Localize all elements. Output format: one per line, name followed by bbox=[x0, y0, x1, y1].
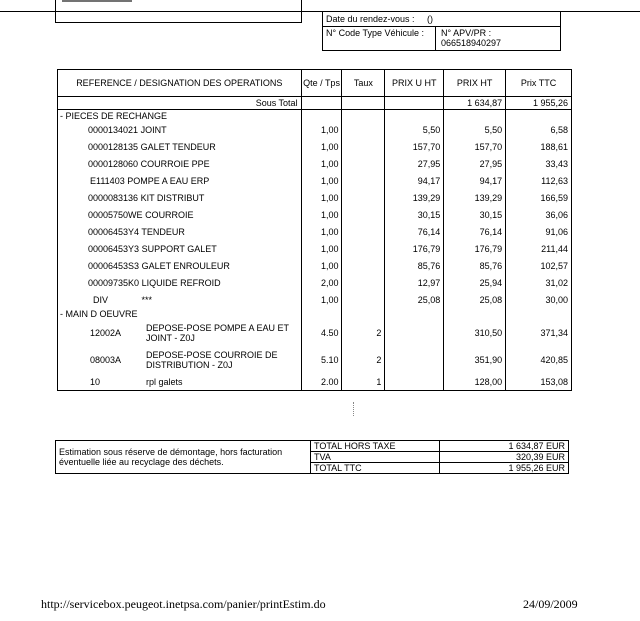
summary-amount: 1 955,26 EUR bbox=[440, 463, 569, 474]
subtotal-label: Sous Total bbox=[58, 97, 302, 110]
col-price-ttc: Prix TTC bbox=[506, 70, 572, 97]
part-row bbox=[58, 172, 572, 189]
part-qty: 1,00 bbox=[301, 121, 342, 138]
part-designation bbox=[58, 223, 302, 240]
labour-designation bbox=[58, 346, 302, 373]
part-designation bbox=[58, 138, 302, 155]
labour-code: 10 bbox=[90, 376, 101, 387]
part-code: 00006453Y3 bbox=[88, 243, 140, 254]
part-label: JOINT bbox=[140, 124, 167, 135]
part-code: DIV bbox=[93, 294, 109, 305]
apv-value: 066518940297 bbox=[441, 38, 502, 48]
part-label: GALET ENROULEUR bbox=[141, 260, 230, 271]
part-price-ht: 27,95 bbox=[444, 155, 506, 172]
vehicle-row bbox=[323, 26, 560, 50]
subtotal-ttc: 1 955,26 bbox=[506, 97, 572, 110]
labour-rate: 2 bbox=[342, 319, 385, 346]
part-row bbox=[58, 121, 572, 138]
part-designation bbox=[58, 206, 302, 223]
part-rate bbox=[342, 138, 385, 155]
appointment-value: () bbox=[427, 14, 433, 24]
summary-amount: 320,39 EUR bbox=[440, 452, 569, 463]
subtotal-row bbox=[58, 97, 572, 110]
part-code: 0000128135 bbox=[88, 141, 139, 152]
summary-label: TVA bbox=[311, 452, 440, 463]
part-unit-price: 27,95 bbox=[385, 155, 444, 172]
part-unit-price: 12,97 bbox=[385, 274, 444, 291]
part-qty: 1,00 bbox=[301, 240, 342, 257]
part-label: KIT DISTRIBUT bbox=[140, 192, 205, 203]
part-row bbox=[58, 257, 572, 274]
summary-amount: 1 634,87 EUR bbox=[440, 441, 569, 452]
part-code: 00006453S3 bbox=[88, 260, 140, 271]
part-rate bbox=[342, 206, 385, 223]
apv-cell bbox=[441, 28, 501, 48]
part-price-ttc: 188,61 bbox=[506, 138, 572, 155]
summary-table bbox=[55, 440, 569, 474]
labour-price-ht: 310,50 bbox=[444, 319, 506, 346]
labour-unit-price bbox=[385, 346, 444, 373]
estimate-note: Estimation sous réserve de démontage, hors facturation éventuelle liée au recyclage des déchets. bbox=[56, 441, 311, 474]
part-designation bbox=[58, 257, 302, 274]
labour-qty: 5.10 bbox=[301, 346, 342, 373]
part-row bbox=[58, 155, 572, 172]
part-rate bbox=[342, 223, 385, 240]
part-price-ht: 5,50 bbox=[444, 121, 506, 138]
labour-price-ttc: 153,08 bbox=[506, 373, 572, 391]
labour-code: 08003A bbox=[90, 354, 122, 365]
labour-row bbox=[58, 373, 572, 391]
customer-box bbox=[55, 0, 302, 23]
part-row bbox=[58, 206, 572, 223]
part-label: TENDEUR bbox=[141, 226, 185, 237]
col-designation: REFERENCE / DESIGNATION DES OPERATIONS bbox=[58, 70, 302, 97]
part-price-ttc: 31,02 bbox=[506, 274, 572, 291]
part-label: POMPE A EAU ERP bbox=[127, 175, 210, 186]
part-price-ht: 30,15 bbox=[444, 206, 506, 223]
part-unit-price: 76,14 bbox=[385, 223, 444, 240]
part-rate bbox=[342, 240, 385, 257]
labour-designation bbox=[58, 373, 302, 391]
part-price-ttc: 36,06 bbox=[506, 206, 572, 223]
labour-label: rpl galets bbox=[146, 376, 183, 387]
labour-code: 12002A bbox=[90, 327, 122, 338]
labour-qty: 4.50 bbox=[301, 319, 342, 346]
part-price-ht: 157,70 bbox=[444, 138, 506, 155]
part-price-ht: 94,17 bbox=[444, 172, 506, 189]
part-qty: 1,00 bbox=[301, 291, 342, 308]
part-price-ht: 176,79 bbox=[444, 240, 506, 257]
apv-label: N° APV/PR : bbox=[441, 28, 492, 38]
labour-unit-price bbox=[385, 373, 444, 391]
labour-price-ht: 128,00 bbox=[444, 373, 506, 391]
subtotal-ht: 1 634,87 bbox=[444, 97, 506, 110]
part-row bbox=[58, 291, 572, 308]
part-price-ttc: 91,06 bbox=[506, 223, 572, 240]
part-rate bbox=[342, 121, 385, 138]
labour-row bbox=[58, 346, 572, 373]
part-price-ht: 76,14 bbox=[444, 223, 506, 240]
part-code: 0000134021 bbox=[88, 124, 139, 135]
part-unit-price: 139,29 bbox=[385, 189, 444, 206]
labour-row bbox=[58, 319, 572, 346]
part-code: 0000128060 bbox=[88, 158, 139, 169]
part-code: 00005750WE bbox=[88, 209, 143, 220]
labour-rate: 2 bbox=[342, 346, 385, 373]
part-qty: 2,00 bbox=[301, 274, 342, 291]
part-price-ttc: 33,43 bbox=[506, 155, 572, 172]
operations-body bbox=[58, 110, 572, 391]
part-row bbox=[58, 138, 572, 155]
part-rate bbox=[342, 155, 385, 172]
col-price-ht: PRIX HT bbox=[444, 70, 506, 97]
part-label: COURROIE bbox=[145, 209, 194, 220]
part-price-ttc: 6,58 bbox=[506, 121, 572, 138]
vehicle-code-cell bbox=[323, 26, 436, 50]
col-qty: Qte / Tps bbox=[301, 70, 342, 97]
part-unit-price: 85,76 bbox=[385, 257, 444, 274]
part-rate bbox=[342, 257, 385, 274]
part-unit-price: 176,79 bbox=[385, 240, 444, 257]
labour-label: DEPOSE-POSE POMPE A EAU ET JOINT - Z0J bbox=[146, 322, 289, 343]
section-label: - MAIN D OEUVRE bbox=[58, 308, 302, 319]
part-price-ttc: 112,63 bbox=[506, 172, 572, 189]
dotted-mark bbox=[353, 402, 354, 416]
part-unit-price: 5,50 bbox=[385, 121, 444, 138]
part-row bbox=[58, 223, 572, 240]
appointment-box bbox=[322, 11, 561, 51]
labour-qty: 2.00 bbox=[301, 373, 342, 391]
part-price-ttc: 30,00 bbox=[506, 291, 572, 308]
summary-label: TOTAL TTC bbox=[311, 463, 440, 474]
labour-rate: 1 bbox=[342, 373, 385, 391]
part-unit-price: 157,70 bbox=[385, 138, 444, 155]
cropped-text bbox=[62, 0, 132, 2]
part-designation bbox=[58, 274, 302, 291]
part-price-ht: 25,94 bbox=[444, 274, 506, 291]
appointment-label: Date du rendez-vous : bbox=[326, 14, 415, 24]
footer-url: http://servicebox.peugeot.inetpsa.com/panier/printEstim.do bbox=[41, 597, 326, 611]
part-code: 00009735K0 bbox=[88, 277, 140, 288]
part-designation bbox=[58, 189, 302, 206]
part-row bbox=[58, 274, 572, 291]
part-designation bbox=[58, 172, 302, 189]
part-label: *** bbox=[141, 294, 153, 305]
section-row bbox=[58, 110, 572, 122]
part-unit-price: 25,08 bbox=[385, 291, 444, 308]
part-price-ttc: 166,59 bbox=[506, 189, 572, 206]
part-qty: 1,00 bbox=[301, 206, 342, 223]
part-qty: 1,00 bbox=[301, 257, 342, 274]
part-designation bbox=[58, 240, 302, 257]
part-label: COURROIE PPE bbox=[140, 158, 210, 169]
section-row bbox=[58, 308, 572, 319]
part-row bbox=[58, 240, 572, 257]
footer-date: 24/09/2009 bbox=[523, 597, 578, 611]
part-code: 00006453Y4 bbox=[88, 226, 140, 237]
part-rate bbox=[342, 172, 385, 189]
part-label: GALET TENDEUR bbox=[140, 141, 216, 152]
col-rate: Taux bbox=[342, 70, 385, 97]
part-designation bbox=[58, 155, 302, 172]
part-rate bbox=[342, 291, 385, 308]
part-price-ttc: 102,57 bbox=[506, 257, 572, 274]
part-code: E111403 bbox=[90, 175, 125, 186]
part-price-ht: 139,29 bbox=[444, 189, 506, 206]
part-code: 0000083136 bbox=[88, 192, 139, 203]
section-label: - PIECES DE RECHANGE bbox=[58, 110, 302, 122]
part-qty: 1,00 bbox=[301, 155, 342, 172]
appointment-row bbox=[323, 12, 560, 27]
header-row bbox=[58, 70, 572, 97]
labour-designation bbox=[58, 319, 302, 346]
part-rate bbox=[342, 189, 385, 206]
labour-unit-price bbox=[385, 319, 444, 346]
part-price-ht: 85,76 bbox=[444, 257, 506, 274]
col-unit-price: PRIX U HT bbox=[385, 70, 444, 97]
labour-price-ttc: 420,85 bbox=[506, 346, 572, 373]
summary-row bbox=[56, 441, 569, 452]
part-unit-price: 94,17 bbox=[385, 172, 444, 189]
operations-table bbox=[57, 69, 572, 391]
part-qty: 1,00 bbox=[301, 223, 342, 240]
part-designation bbox=[58, 291, 302, 308]
part-qty: 1,00 bbox=[301, 172, 342, 189]
part-qty: 1,00 bbox=[301, 189, 342, 206]
part-designation bbox=[58, 121, 302, 138]
part-label: LIQUIDE REFROID bbox=[141, 277, 221, 288]
part-unit-price: 30,15 bbox=[385, 206, 444, 223]
part-qty: 1,00 bbox=[301, 138, 342, 155]
labour-price-ttc: 371,34 bbox=[506, 319, 572, 346]
part-label: SUPPORT GALET bbox=[141, 243, 217, 254]
labour-price-ht: 351,90 bbox=[444, 346, 506, 373]
vehicle-code-label: N° Code Type Véhicule : bbox=[326, 28, 424, 38]
part-rate bbox=[342, 274, 385, 291]
labour-label: DEPOSE-POSE COURROIE DE DISTRIBUTION - Z0J bbox=[146, 349, 278, 370]
part-row bbox=[58, 189, 572, 206]
part-price-ht: 25,08 bbox=[444, 291, 506, 308]
summary-label: TOTAL HORS TAXE bbox=[311, 441, 440, 452]
part-price-ttc: 211,44 bbox=[506, 240, 572, 257]
